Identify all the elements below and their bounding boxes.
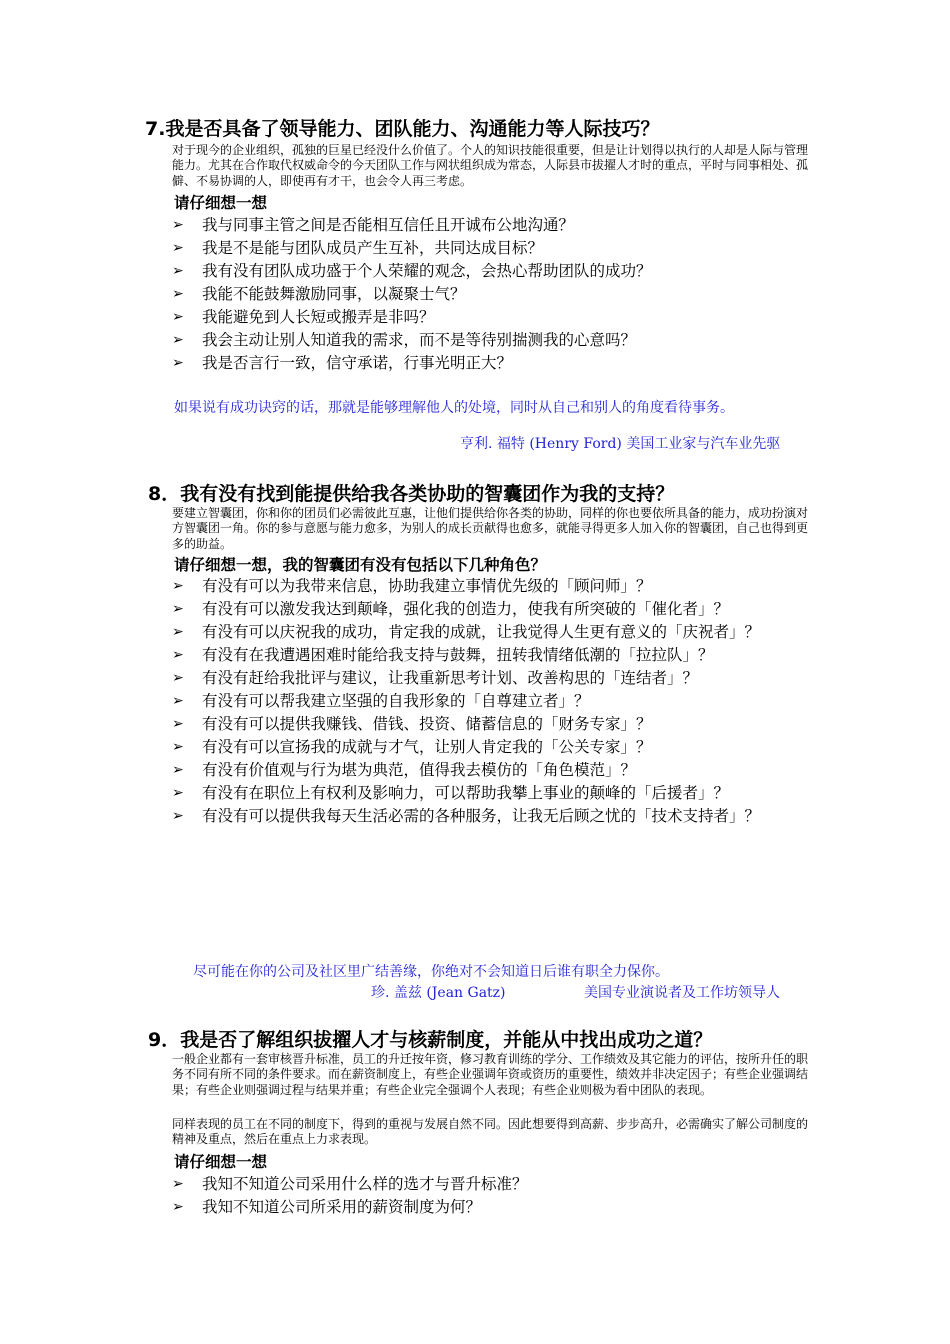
section-7-bullet-list <box>172 214 812 375</box>
bullet-item: ➢ 有没有在职位上有权利及影响力，可以帮助我攀上事业的颠峰的「后援者」？ <box>172 782 802 805</box>
arrow-bullet-icon: ➢ <box>172 578 184 594</box>
section-7-paragraph: 对于现今的企业组织，孤独的巨星已经没什么价值了。个人的知识技能很重要，但是让计划得以执行的人却是人际与管理能力。尤其在合作取代权威命令的今天团队工作与网状组织成为常态，人际县市拔擢人才时的重点，平时与同事相处、孤僻、不易协调的人，即使再有才干，也会令人再三考虑。 <box>172 143 809 188</box>
bullet-item: ➢ 有没有赶给我批评与建议，让我重新思考计划、改善构思的「连结者」？ <box>172 667 802 690</box>
section-9-think-label: 请仔细想一想 <box>174 1153 268 1171</box>
section-8-heading: 8．我有没有找到能提供给我各类协助的智囊团作为我的支持？ <box>148 483 675 505</box>
section-7-quote: 如果说有成功诀窍的话，那就是能够理解他人的处境，同时从自己和别人的角度看待事务。 <box>174 400 734 416</box>
arrow-bullet-icon: ➢ <box>172 217 184 233</box>
arrow-bullet-icon: ➢ <box>172 716 184 732</box>
bullet-item: ➢ 我与同事主管之间是否能相互信任且开诚布公地沟通？ <box>172 214 812 237</box>
bullet-item: ➢ 有没有可以激发我达到颠峰，强化我的创造力，使我有所突破的「催化者」？ <box>172 598 802 621</box>
bullet-item: ➢ 有没有在我遭遇困难时能给我支持与鼓舞，扭转我情绪低潮的「拉拉队」？ <box>172 644 802 667</box>
arrow-bullet-icon: ➢ <box>172 693 184 709</box>
bullet-item: ➢ 有没有可以为我带来信息，协助我建立事情优先级的「顾问师」？ <box>172 575 802 598</box>
bullet-item: ➢ 我能避免到人长短或搬弄是非吗？ <box>172 306 812 329</box>
arrow-bullet-icon: ➢ <box>172 739 184 755</box>
arrow-bullet-icon: ➢ <box>172 808 184 824</box>
section-8-bullet-list <box>172 575 802 828</box>
arrow-bullet-icon: ➢ <box>172 240 184 256</box>
bullet-item: ➢ 有没有可以提供我赚钱、借钱、投资、储蓄信息的「财务专家」？ <box>172 713 802 736</box>
arrow-bullet-icon: ➢ <box>172 601 184 617</box>
arrow-bullet-icon: ➢ <box>172 670 184 686</box>
section-8-attribution-title: 美国专业演说者及工作坊领导人 <box>584 985 780 1001</box>
arrow-bullet-icon: ➢ <box>172 785 184 801</box>
arrow-bullet-icon: ➢ <box>172 624 184 640</box>
section-7-attribution: 亨利. 福特 (Henry Ford) 美国工业家与汽车业先驱 <box>460 436 781 452</box>
bullet-item: ➢ 有没有可以帮我建立坚强的自我形象的「自尊建立者」？ <box>172 690 802 713</box>
bullet-item: ➢ 我能不能鼓舞激励同事，以凝聚士气？ <box>172 283 812 306</box>
bullet-item: ➢ 我知不知道公司所采用的薪资制度为何？ <box>172 1196 812 1219</box>
arrow-bullet-icon: ➢ <box>172 762 184 778</box>
arrow-bullet-icon: ➢ <box>172 286 184 302</box>
arrow-bullet-icon: ➢ <box>172 332 184 348</box>
section-9-bullet-list <box>172 1173 812 1219</box>
section-7-think-label: 请仔细想一想 <box>174 194 268 212</box>
bullet-item: ➢ 有没有价值观与行为堪为典范，值得我去模仿的「角色模范」？ <box>172 759 802 782</box>
arrow-bullet-icon: ➢ <box>172 355 184 371</box>
section-9-paragraph-2: 同样表现的员工在不同的制度下，得到的重视与发展自然不同。因此想要得到高薪、步步高升，必需确实了解公司制度的精神及重点，然后在重点上力求表现。 <box>172 1117 809 1147</box>
arrow-bullet-icon: ➢ <box>172 263 184 279</box>
bullet-item: ➢ 有没有可以提供我每天生活必需的各种服务，让我无后顾之忧的「技术支持者」？ <box>172 805 802 828</box>
section-8-paragraph: 要建立智囊团，你和你的团员们必需彼此互惠，让他们提供给你各类的协助，同样的你也要依所具备的能力，成功扮演对方智囊团一角。你的参与意愿与能力愈多，为别人的成长贡献得也愈多，就能寻得更多人加入你的智囊团，自己也得到更多的助益。 <box>172 506 809 551</box>
section-9-paragraph-1: 一般企业都有一套审核晋升标准，员工的升迁按年资，修习教育训练的学分、工作绩效及其它能力的评估，按所升任的职务不同有所不同的条件要求。而在薪资制度上，有些企业强调年资或资历的重要性，绩效并非决定因子；有些企业强调结果；有些企业则强调过程与结果并重；有些企业完全强调个人表现；有些企业则极为看中团队的表现。 <box>172 1052 809 1097</box>
bullet-item: ➢ 我是不是能与团队成员产生互补，共同达成目标？ <box>172 237 812 260</box>
arrow-bullet-icon: ➢ <box>172 1176 184 1192</box>
bullet-item: ➢ 我知不知道公司采用什么样的选才与晋升标准？ <box>172 1173 812 1196</box>
section-7-heading: 7.我是否具备了领导能力、团队能力、沟通能力等人际技巧？ <box>145 118 660 140</box>
arrow-bullet-icon: ➢ <box>172 1199 184 1215</box>
bullet-item: ➢ 有没有可以庆祝我的成功，肯定我的成就，让我觉得人生更有意义的「庆祝者」？ <box>172 621 802 644</box>
bullet-item: ➢ 我是否言行一致，信守承诺，行事光明正大？ <box>172 352 812 375</box>
section-8-attribution-name: 珍. 盖兹 (Jean Gatz) <box>371 985 506 1001</box>
bullet-item: ➢ 我有没有团队成功盛于个人荣耀的观念，会热心帮助团队的成功？ <box>172 260 812 283</box>
bullet-item: ➢ 有没有可以宣扬我的成就与才气，让别人肯定我的「公关专家」？ <box>172 736 802 759</box>
arrow-bullet-icon: ➢ <box>172 647 184 663</box>
section-9-heading: 9．我是否了解组织拔擢人才与核薪制度，并能从中找出成功之道？ <box>148 1029 713 1051</box>
section-8-think-label: 请仔细想一想，我的智囊团有没有包括以下几种角色？ <box>174 556 547 574</box>
bullet-item: ➢ 我会主动让别人知道我的需求，而不是等待别揣测我的心意吗？ <box>172 329 812 352</box>
section-8-quote: 尽可能在你的公司及社区里广结善缘，你绝对不会知道日后谁有职全力保你。 <box>193 964 669 980</box>
arrow-bullet-icon: ➢ <box>172 309 184 325</box>
